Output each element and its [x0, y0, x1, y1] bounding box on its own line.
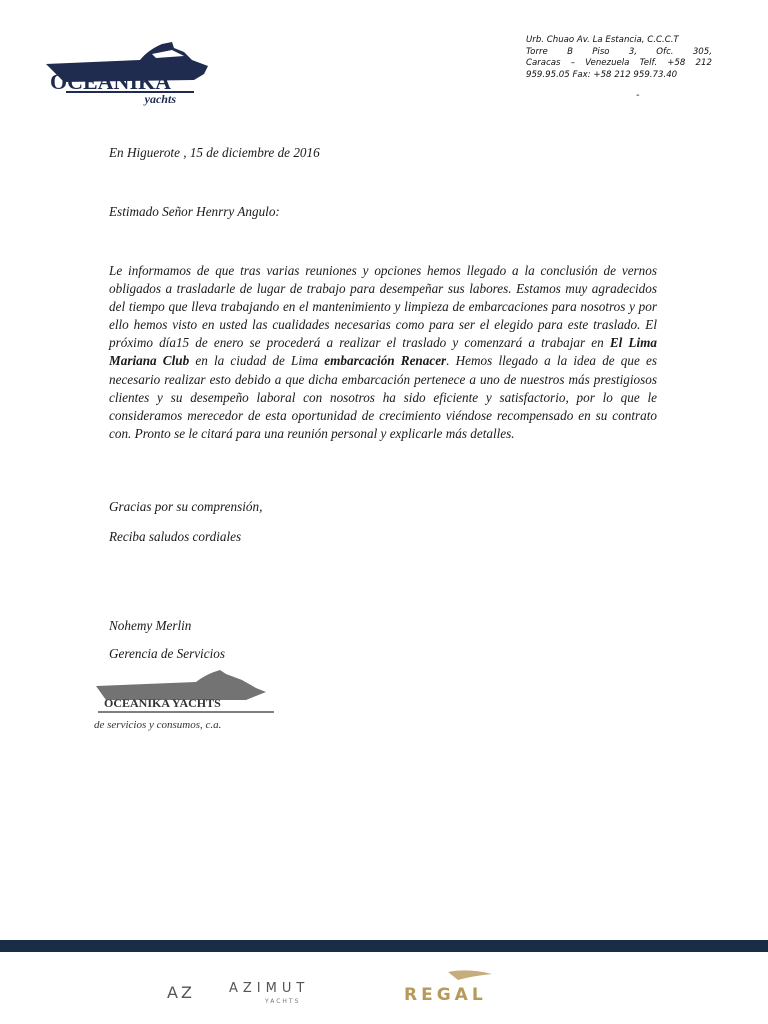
regal-logo	[400, 968, 540, 1006]
letter-body: Le informamos de que tras varias reuniones y opciones hemos llegado a la conclusión de vernos obligados a trasladarle de lugar de trabajo para desempeñar sus labores. Estamos muy agradecidos del tiempo que lleva trabajando en el mantenimiento y limpieza de embarcaciones para nosotros y por ello hemos visto en usted las cualidades necesarias como para ser el elegido para este traslado. El próximo día15 de enero se procederá a realizar el traslado y comenzará a trabajar en El Lima Mariana Club en la ciudad de Lima embarcación Renacer. Hemos llegado a la idea de que es necesario realizar esto debido a que dicha embarcación pertenece a uno de nuestros más prestigiosos clientes y su desempeño laboral con nosotros ha sido eficiente y satisfactorio, por lo que le consideramos merecedor de esta oportunidad de crecimiento viéndose recompensado en su contrato con. Pronto se le citará para una reunión personal y explicarle más detalles.	[109, 263, 657, 441]
closing-thanks: Gracias por su comprensión,	[109, 499, 263, 514]
salutation: Estimado Señor Henrry Angulo:	[109, 204, 280, 219]
letter-date: En Higuerote , 15 de diciembre de 2016	[109, 145, 320, 160]
svg-text:OCEANIKA YACHTS: OCEANIKA YACHTS	[104, 696, 221, 710]
svg-text:YACHTS: YACHTS	[265, 998, 301, 1005]
vessel-name: embarcación Renacer	[324, 353, 447, 369]
signer-name: Nohemy Merlin	[109, 618, 192, 633]
svg-text:AZ: AZ	[167, 983, 195, 1002]
svg-text:REGAL: REGAL	[404, 985, 487, 1005]
azimut-logo	[165, 976, 365, 1006]
company-stamp	[86, 668, 286, 738]
svg-text:OCEANIKA: OCEANIKA	[50, 69, 172, 94]
svg-text:AZIMUT: AZIMUT	[229, 981, 310, 996]
oceanika-logo	[44, 40, 214, 110]
footer-bar	[0, 940, 768, 952]
club-name: El Lima Mariana Club	[109, 335, 657, 369]
address-line-1: Urb. Chuao Av. La Estancia, C.C.C.T	[526, 35, 679, 45]
address-line-4: 959.95.05 Fax: +58 212 959.73.40	[526, 69, 678, 80]
signer-department: Gerencia de Servicios	[109, 646, 225, 661]
svg-text:de servicios y consumos, c.a.: de servicios y consumos, c.a.	[94, 719, 222, 731]
svg-text:yachts: yachts	[144, 92, 176, 106]
address-line-3: Caracas – Venezuela Telf. +58 212	[526, 58, 712, 68]
company-address	[526, 35, 712, 81]
closing-regards: Reciba saludos cordiales	[109, 529, 242, 544]
address-line-2: Torre B Piso 3, Ofc. 305,	[526, 46, 712, 57]
marker: -	[636, 90, 640, 101]
